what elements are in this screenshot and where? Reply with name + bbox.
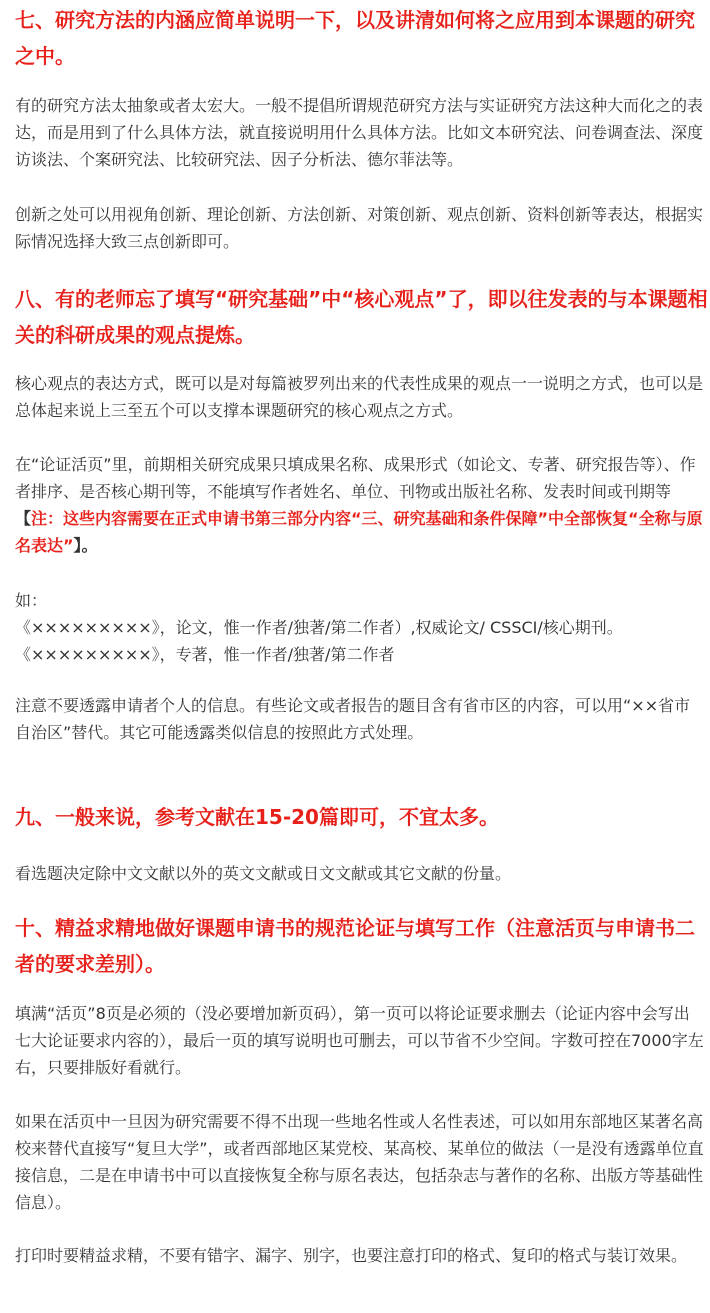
section-9-heading: 九、一般来说，参考文献在15-20篇即可，不宜太多。 xyxy=(15,805,499,829)
paragraph: 如果在活页中一旦因为研究需要不得不出现一些地名性或人名性表述，可以如用东部地区某著名高校来替代直接写“复旦大学”，或者西部地区某党校、某高校、某单位的做法（一是没有透露单位直接信息，二是在申请书中可以直接恢复全称与原名表达，包括杂志与著作的名称、出版方等基础性信息）。 xyxy=(15,1112,704,1212)
example-label: 如： xyxy=(15,591,48,610)
heading-line: 十、精益求精地做好课题申请书的规范论证与填写工作（注意活页与申请书二 xyxy=(15,916,695,940)
note-bracket: 】。 xyxy=(73,536,98,555)
heading-line: 七、研究方法的内涵应简单说明一下，以及讲清如何将之应用到本课题的研究 xyxy=(15,8,695,32)
note-bracket: 【 xyxy=(15,509,32,528)
paragraph: 看选题决定除中文文献以外的英文文献或日文文献或其它文献的份量。 xyxy=(15,864,512,883)
example-line: 《×××××××××》，专著，惟一作者/独著/第二作者 xyxy=(15,645,395,664)
red-note: 注：这些内容需要在正式申请书第三部分内容“三、研究基础和条件保障”中全部恢复“全称与原名表达” xyxy=(15,509,703,555)
paragraph: 填满“活页”8页是必须的（没必要增加新页码），第一页可以将论证要求删去（论证内容中会写出七大论证要求内容的），最后一页的填写说明也可删去，可以节省不少空间。字数可控在7000字左右，只要排版好看就行。 xyxy=(15,1004,704,1077)
heading-line: 关的科研成果的观点提炼。 xyxy=(15,323,255,347)
heading-line: 之中。 xyxy=(15,44,75,68)
paragraph: 打印时要精益求精，不要有错字、漏字、别字，也要注意打印的格式、复印的格式与装订效果。 xyxy=(15,1246,688,1265)
paragraph-text: 在“论证活页”里，前期相关研究成果只填成果名称、成果形式（如论文、专著、研究报告等）、作者排序、是否核心期刊等，不能填写作者姓名、单位、刊物或出版社名称、发表时间或刊期等 xyxy=(15,455,696,501)
paragraph: 创新之处可以用视角创新、理论创新、方法创新、对策创新、观点创新、资料创新等表达，根据实际情况选择大致三点创新即可。 xyxy=(15,205,704,251)
example-block xyxy=(15,587,705,668)
section-7-heading xyxy=(15,2,705,74)
section-8-heading xyxy=(15,281,708,353)
example-line: 《×××××××××》，论文，惟一作者/独著/第二作者）,权威论文/ CSSCI/核心期刊。 xyxy=(15,618,623,637)
paragraph: 注意不要透露申请者个人的信息。有些论文或者报告的题目含有省市区的内容，可以用“××省市自治区”替代。其它可能透露类似信息的按照此方式处理。 xyxy=(15,696,691,742)
section-10-heading xyxy=(15,910,705,982)
paragraph: 有的研究方法太抽象或者太宏大。一般不提倡所谓规范研究方法与实证研究方法这种大而化之的表达，而是用到了什么具体方法，就直接说明用什么具体方法。比如文本研究法、问卷调查法、深度访谈法、个案研究法、比较研究法、因子分析法、德尔菲法等。 xyxy=(15,96,704,169)
heading-line: 者的要求差别）。 xyxy=(15,952,165,976)
heading-line: 八、有的老师忘了填写“研究基础”中“核心观点”了，即以往发表的与本课题相 xyxy=(15,287,708,311)
paragraph: 核心观点的表达方式，既可以是对每篇被罗列出来的代表性成果的观点一一说明之方式，也可以是总体起来说上三至五个可以支撑本课题研究的核心观点之方式。 xyxy=(15,374,704,420)
paragraph-with-note xyxy=(15,451,705,559)
